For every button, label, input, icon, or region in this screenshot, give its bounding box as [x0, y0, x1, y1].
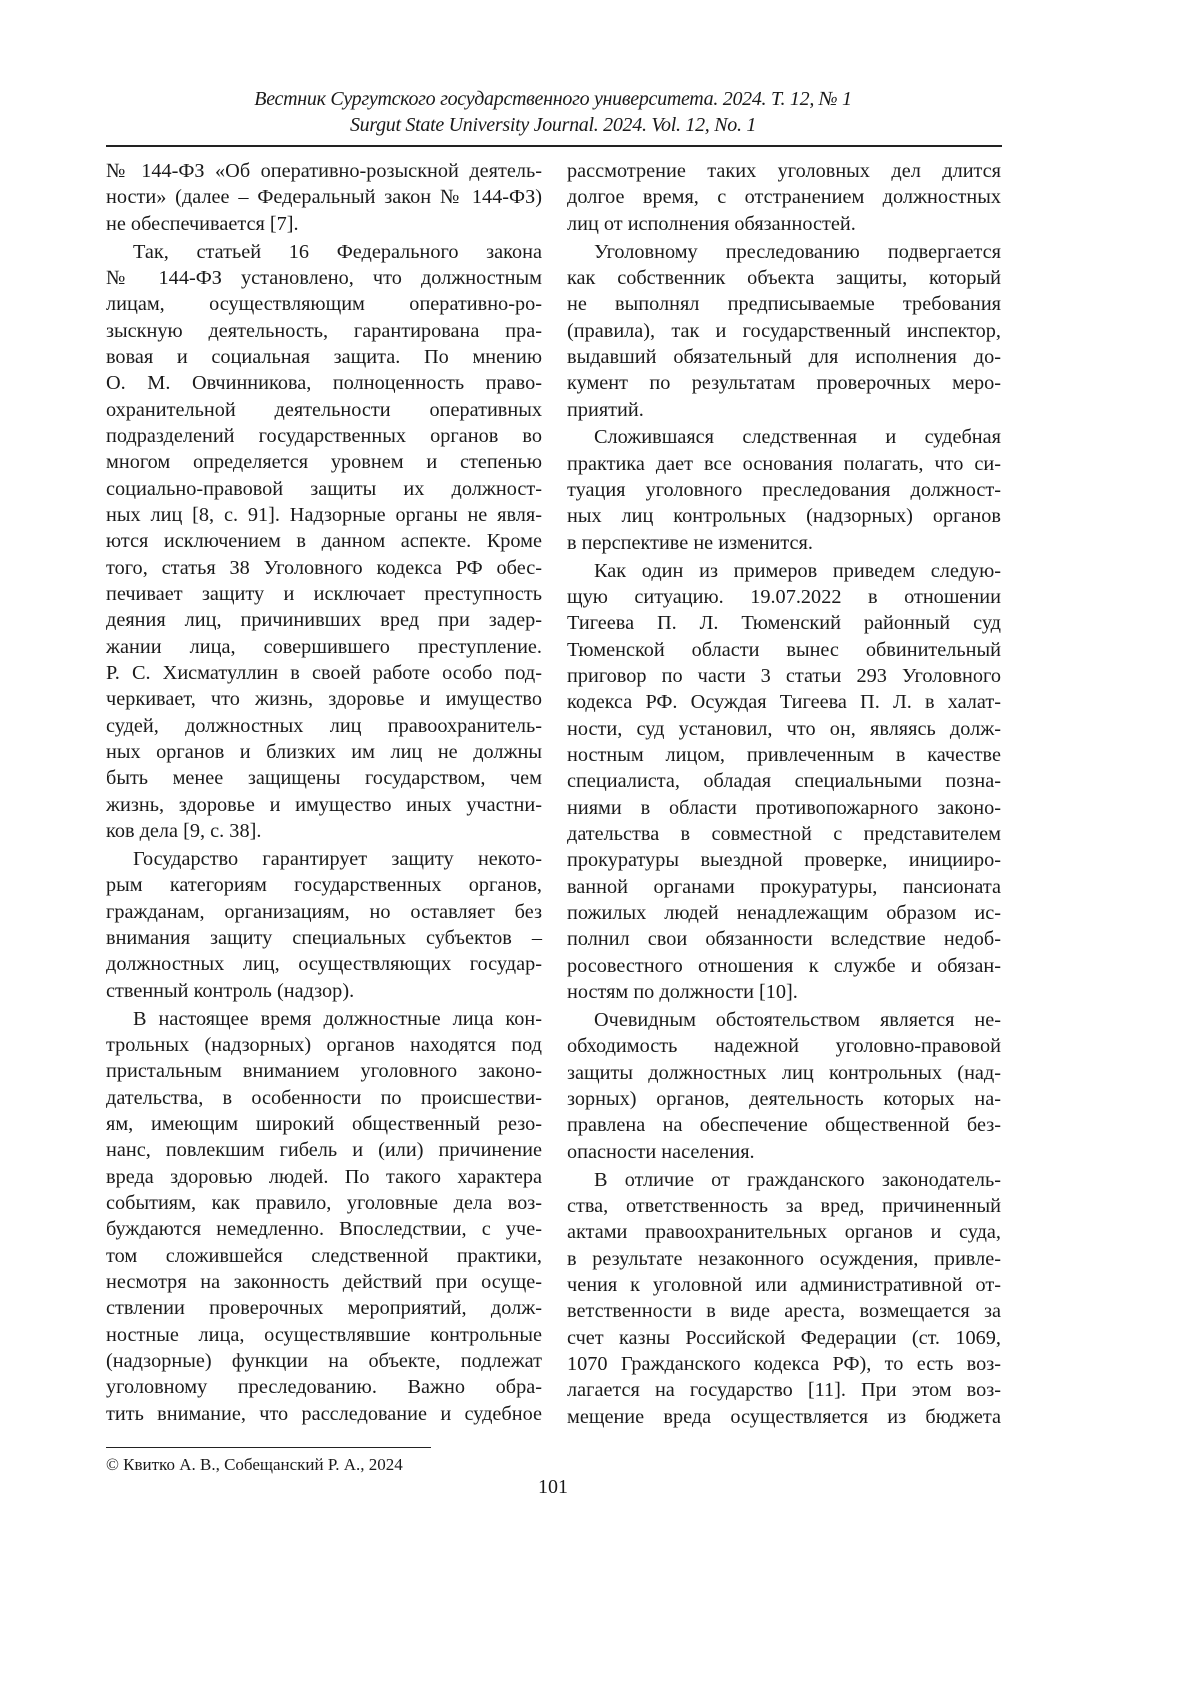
text-line: ностным лицом, привлеченным в качестве: [567, 742, 1001, 768]
text-line: тить внимание, что расследование и судебное: [106, 1401, 542, 1427]
text-line: В отличие от гражданского законодатель-: [567, 1167, 1001, 1193]
text-line: правлена на обеспечение общественной без-: [567, 1112, 1001, 1138]
paragraph: [106, 158, 542, 237]
text-line: социально-правовой защиты их должност-: [106, 476, 542, 502]
left-column: [106, 158, 542, 1429]
text-line: многом определяется уровнем и степенью: [106, 449, 542, 475]
text-line: ности, суд установил, что он, являясь долж-: [567, 716, 1001, 742]
text-line: Как один из примеров приведем следую-: [567, 558, 1001, 584]
text-line: в перспективе не изменится.: [567, 530, 1001, 556]
text-line: В настоящее время должностные лица кон-: [106, 1006, 542, 1032]
text-line: (правила), так и государственный инспектор,: [567, 318, 1001, 344]
text-line: как собственник объекта защиты, который: [567, 265, 1001, 291]
text-line: зорных) органов, деятельность которых на-: [567, 1086, 1001, 1112]
journal-title-ru: Вестник Сургутского государственного университета. 2024. Т. 12, № 1: [106, 86, 1000, 112]
text-line: трольных (надзорных) органов находятся под: [106, 1032, 542, 1058]
text-line: вовая и социальная защита. По мнению: [106, 344, 542, 370]
text-line: ям, имеющим широкий общественный резо-: [106, 1111, 542, 1137]
text-line: ванной органами прокуратуры, пансионата: [567, 874, 1001, 900]
text-line: опасности населения.: [567, 1139, 1001, 1165]
text-line: специалиста, обладая специальными позна-: [567, 768, 1001, 794]
text-line: буждаются немедленно. Впоследствии, с уче-: [106, 1216, 542, 1242]
running-header: [106, 86, 1000, 138]
text-line: дательства в совместной с представителем: [567, 821, 1001, 847]
paragraph: [567, 239, 1001, 423]
text-line: печивает защиту и исключает преступность: [106, 581, 542, 607]
text-line: Так, статьей 16 Федерального закона: [106, 239, 542, 265]
text-line: 1070 Гражданского кодекса РФ), то есть воз-: [567, 1351, 1001, 1377]
text-line: том сложившейся следственной практики,: [106, 1243, 542, 1269]
journal-title-en: Surgut State University Journal. 2024. Vol. 12, No. 1: [106, 112, 1000, 138]
text-line: охранительной деятельности оперативных: [106, 397, 542, 423]
text-line: счет казны Российской Федерации (ст. 1069,: [567, 1325, 1001, 1351]
paragraph: [567, 424, 1001, 556]
text-line: несмотря на законность действий при осуще-: [106, 1269, 542, 1295]
text-line: кодекса РФ. Осуждая Тигеева П. Л. в халат-: [567, 689, 1001, 715]
text-line: Тюменской области вынес обвинительный: [567, 637, 1001, 663]
text-line: актами правоохранительных органов и суда,: [567, 1219, 1001, 1245]
text-line: событиям, как правило, уголовные дела воз-: [106, 1190, 542, 1216]
text-line: ных лиц контрольных (надзорных) органов: [567, 503, 1001, 529]
paragraph: [567, 158, 1001, 237]
text-line: лиц от исполнения обязанностей.: [567, 211, 1001, 237]
text-line: уголовному преследованию. Важно обра-: [106, 1374, 542, 1400]
text-line: ственный контроль (надзор).: [106, 978, 542, 1004]
text-line: защиты должностных лиц контрольных (над-: [567, 1060, 1001, 1086]
paragraph: [567, 558, 1001, 1006]
text-line: ных лиц [8, с. 91]. Надзорные органы не явля-: [106, 502, 542, 528]
text-line: гражданам, организациям, но оставляет без: [106, 899, 542, 925]
text-line: ности» (далее – Федеральный закон № 144-ФЗ): [106, 184, 542, 210]
text-line: того, статья 38 Уголовного кодекса РФ обес-: [106, 555, 542, 581]
text-line: приговор по части 3 статьи 293 Уголовного: [567, 663, 1001, 689]
text-line: ностные лица, осуществлявшие контрольные: [106, 1322, 542, 1348]
text-line: вреда здоровью людей. По такого характера: [106, 1164, 542, 1190]
text-line: лагается на государство [11]. При этом воз-: [567, 1377, 1001, 1403]
text-line: долгое время, с отстранением должностных: [567, 184, 1001, 210]
text-line: (надзорные) функции на объекте, подлежат: [106, 1348, 542, 1374]
text-line: ков дела [9, с. 38].: [106, 818, 542, 844]
text-line: должностных лиц, осуществляющих государ-: [106, 951, 542, 977]
text-line: судей, должностных лиц правоохранитель-: [106, 713, 542, 739]
text-line: лицам, осуществляющим оперативно-ро-: [106, 291, 542, 317]
text-line: росовестного отношения к службе и обязан-: [567, 953, 1001, 979]
text-line: пожилых людей ненадлежащим образом ис-: [567, 900, 1001, 926]
text-line: жании лица, совершившего преступление.: [106, 634, 542, 660]
text-line: прокуратуры выездной проверке, иницииро-: [567, 847, 1001, 873]
text-line: не обеспечивается [7].: [106, 211, 542, 237]
text-line: № 144-ФЗ установлено, что должностным: [106, 265, 542, 291]
text-line: деяния лиц, причинивших вред при задер-: [106, 607, 542, 633]
text-line: полнил свои обязанности вследствие недоб-: [567, 926, 1001, 952]
text-line: нанс, повлекшим гибель и (или) причинение: [106, 1137, 542, 1163]
text-line: туация уголовного преследования должност-: [567, 477, 1001, 503]
paragraph: [106, 239, 542, 845]
text-line: черкивает, что жизнь, здоровье и имущество: [106, 686, 542, 712]
page-number: 101: [0, 1476, 1106, 1499]
text-line: пристальным вниманием уголовного законо-: [106, 1058, 542, 1084]
text-line: Сложившаяся следственная и судебная: [567, 424, 1001, 450]
text-line: ных органов и близких им лиц не должны: [106, 739, 542, 765]
paragraph: [567, 1007, 1001, 1165]
text-line: выдавший обязательный для исполнения до-: [567, 344, 1001, 370]
text-line: внимания защиту специальных субъектов –: [106, 925, 542, 951]
text-line: приятий.: [567, 397, 1001, 423]
text-line: О. М. Овчинникова, полноценность право-: [106, 370, 542, 396]
paragraph: [106, 1006, 542, 1428]
footnote-divider: [106, 1447, 431, 1448]
text-line: кумент по результатам проверочных меро-: [567, 370, 1001, 396]
text-line: рассмотрение таких уголовных дел длится: [567, 158, 1001, 184]
text-line: ются исключением в данном аспекте. Кроме: [106, 528, 542, 554]
text-line: ствлении проверочных мероприятий, долж-: [106, 1295, 542, 1321]
text-line: Уголовному преследованию подвергается: [567, 239, 1001, 265]
text-line: зыскную деятельность, гарантирована пра-: [106, 318, 542, 344]
text-line: жизнь, здоровье и имущество иных участни-: [106, 792, 542, 818]
text-line: ностям по должности [10].: [567, 979, 1001, 1005]
paragraph: [106, 846, 542, 1004]
text-line: ства, ответственность за вред, причиненный: [567, 1193, 1001, 1219]
text-line: Р. С. Хисматуллин в своей работе особо под-: [106, 660, 542, 686]
copyright-footnote: © Квитко А. В., Собещанский Р. А., 2024: [106, 1454, 403, 1476]
text-line: ниями в области противопожарного законо-: [567, 795, 1001, 821]
text-line: щую ситуацию. 19.07.2022 в отношении: [567, 584, 1001, 610]
text-line: Государство гарантирует защиту некото-: [106, 846, 542, 872]
text-line: рым категориям государственных органов,: [106, 872, 542, 898]
paragraph: [567, 1167, 1001, 1430]
text-line: мещение вреда осуществляется из бюджета: [567, 1404, 1001, 1430]
text-line: подразделений государственных органов во: [106, 423, 542, 449]
text-line: быть менее защищены государством, чем: [106, 765, 542, 791]
text-line: обходимость надежной уголовно-правовой: [567, 1033, 1001, 1059]
text-line: дательства, в особенности по происшестви-: [106, 1085, 542, 1111]
text-line: № 144-ФЗ «Об оперативно-розыскной деятель-: [106, 158, 542, 184]
text-line: Тигеева П. Л. Тюменский районный суд: [567, 610, 1001, 636]
text-line: ветственности в виде ареста, возмещается за: [567, 1298, 1001, 1324]
text-line: в результате незаконного осуждения, привле-: [567, 1246, 1001, 1272]
text-line: чения к уголовной или административной от-: [567, 1272, 1001, 1298]
header-divider: [106, 145, 1002, 147]
text-line: Очевидным обстоятельством является не-: [567, 1007, 1001, 1033]
right-column: [567, 158, 1001, 1432]
text-line: практика дает все основания полагать, что си-: [567, 451, 1001, 477]
text-line: не выполнял предписываемые требования: [567, 291, 1001, 317]
